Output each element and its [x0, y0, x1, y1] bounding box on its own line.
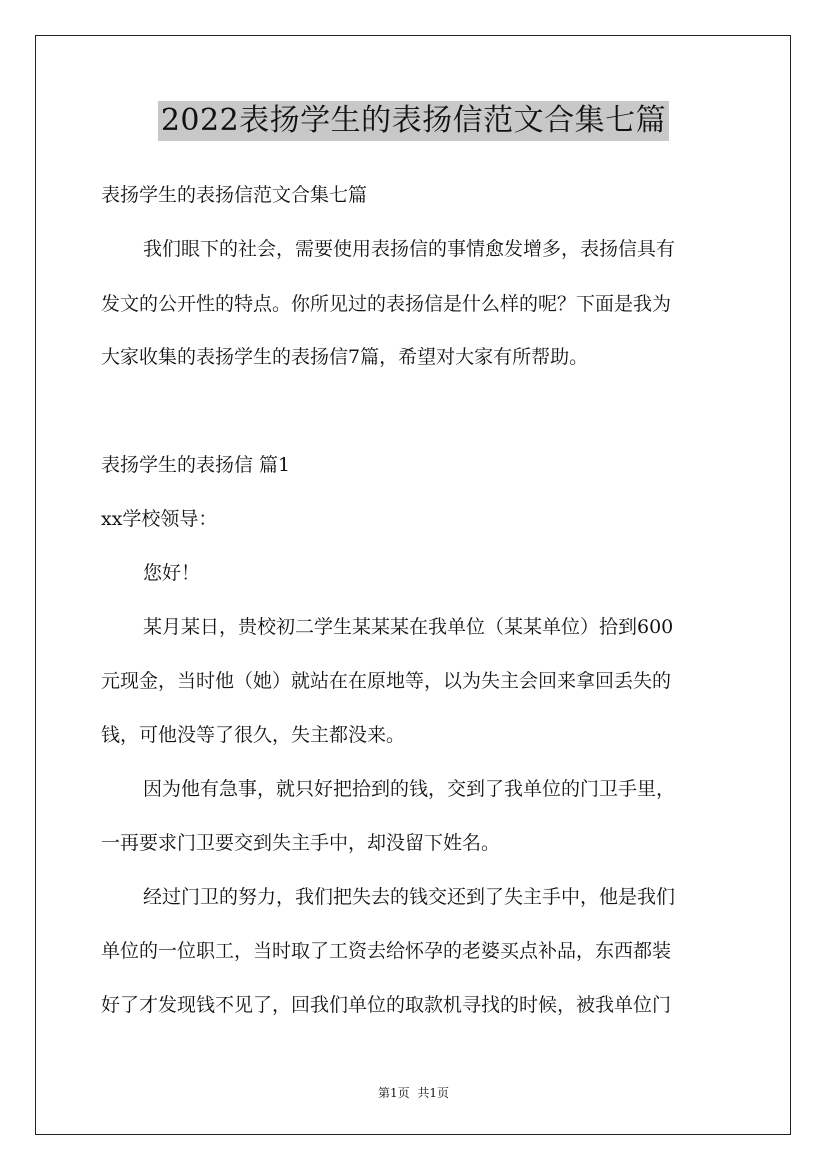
intro-line-1: 我们眼下的社会，需要使用表扬信的事情愈发增多，表扬信具有 — [143, 238, 676, 260]
salutation: xx学校领导： — [101, 508, 218, 530]
para3-line-1: 经过门卫的努力，我们把失去的钱交还到了失主手中，他是我们 — [143, 886, 676, 908]
para3-line-2: 单位的一位职工，当时取了工资去给怀孕的老婆买点补品，东西都装 — [101, 940, 672, 962]
document-title: 2022表扬学生的表扬信范文合集七篇 — [158, 101, 669, 141]
greeting: 您好！ — [143, 562, 201, 584]
para3-line-3: 好了才发现钱不见了，回我们单位的取款机寻找的时候，被我单位门 — [101, 994, 672, 1016]
intro-line-3: 大家收集的表扬学生的表扬信7篇，希望对大家有所帮助。 — [101, 346, 589, 368]
para1-line-1: 某月某日，贵校初二学生某某某在我单位（某某单位）拾到600 — [143, 616, 674, 638]
para2-line-2: 一再要求门卫要交到失主手中，却没留下姓名。 — [101, 832, 501, 854]
intro-line-2: 发文的公开性的特点。你所见过的表扬信是什么样的呢？下面是我为 — [101, 293, 672, 315]
para1-line-3: 钱，可他没等了很久，失主都没来。 — [101, 724, 406, 746]
para2-line-1: 因为他有急事，就只好把拾到的钱，交到了我单位的门卫手里， — [143, 778, 676, 800]
section-heading: 表扬学生的表扬信 篇1 — [101, 454, 291, 476]
title-container — [0, 101, 827, 141]
page-total: 共1页 — [417, 1086, 449, 1100]
page-footer — [0, 1084, 827, 1101]
page-number: 第1页 — [378, 1086, 410, 1100]
document-subtitle: 表扬学生的表扬信范文合集七篇 — [101, 184, 368, 206]
para1-line-2: 元现金，当时他（她）就站在在原地等，以为失主会回来拿回丢失的 — [101, 670, 672, 692]
